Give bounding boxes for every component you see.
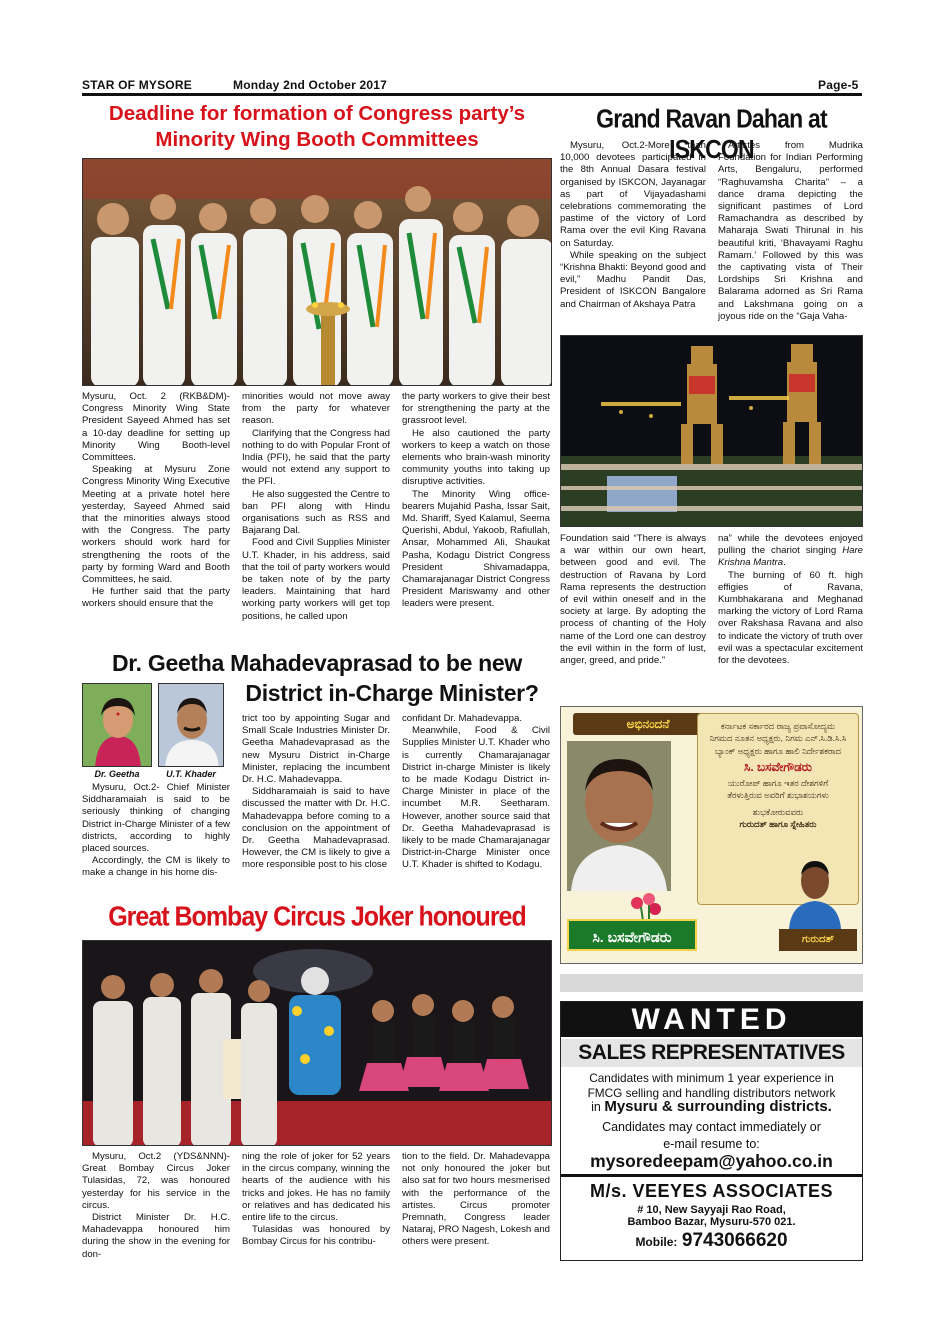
circus-column-2 [242, 1151, 390, 1249]
page-number: Page-5 [818, 78, 859, 92]
iskcon-column-3 [560, 533, 706, 667]
geetha-para: Meanwhile, Food & Civil Supplies Minister U.T. Khader who is currently Chamarajanagar District in-charge Minister is likely to be made Kodagu District in-Charge Minister in place of the incumbet M.R. Seetharam. However, another source said that Dr. Geetha Mahadevaprasad is likely to be made Chamarajanagar District-in-Charge Minister once U.T. Khader is shifted to Kodagu. [402, 725, 550, 871]
wanted-email[interactable]: mysoredeepam@yahoo.co.in [590, 1150, 833, 1171]
congress-para: He also suggested the Centre to ban PFI along with Hindu organisations such as RSS and Bajarang Dal. [242, 488, 390, 537]
newspaper-name: STAR OF MYSORE [82, 78, 192, 92]
iskcon-column-1 [560, 140, 706, 311]
circus-column-3 [402, 1151, 550, 1249]
congress-column-1 [82, 391, 230, 611]
circus-para: tion to the field. Dr. Mahadevappa not only honoured the joker but also sat for two hours mesmerised with the performance of the artistes. Circus promoter Premnath, Congress leader Nataraj, PRO Nagesh, Lokesh and others were present. [402, 1151, 550, 1248]
wanted-advertisement [560, 1001, 863, 1261]
iskcon-mantra: Hare Krishna Mantra [718, 545, 863, 569]
flower-bouquet-icon [625, 891, 665, 921]
wanted-mobile-number[interactable]: 9743066620 [681, 1230, 788, 1251]
congress-headline-line2: Minority Wing Booth Committees [155, 128, 479, 151]
greeting-sponsor-tag: ಗುರುದತ್ [779, 929, 857, 951]
iskcon-column-2 [718, 140, 863, 323]
iskcon-para: Mysuru, Oct.2-More than 10,000 devotees participated in the 8th Annual Dasara festival organised by ISKCON, Jayanagar as part of Vijayadashami celebrations commemorating the pastime of the victory of Lord Rama over the evil King Ravana on Saturday. [560, 140, 706, 249]
congress-column-3 [402, 391, 550, 611]
congress-headline [82, 101, 552, 153]
wanted-requirement: Candidates with minimum 1 year experience in [589, 1071, 834, 1085]
congress-para: the party workers to give their best for strengthening the party at the grassroot level. [402, 391, 550, 427]
geetha-column-2 [242, 713, 390, 872]
greeting-advertisement [560, 706, 863, 964]
ravan-effigies-image [561, 336, 863, 527]
wanted-address: Bamboo Bazar, Mysuru-570 021. [627, 1216, 796, 1228]
congress-para: Mysuru, Oct. 2 (RKB&DM)- Congress Minority Wing State President Sayeed Ahmed has set a 10-day deadline for setting up Minority Wing Booth-level Committees. [82, 391, 230, 464]
greeting-line: ತೆರಳುತ್ತಿರುವ ಅವರಿಗೆ ಶುಭಾಶಯಗಳು [727, 790, 829, 801]
circus-photo [82, 940, 552, 1146]
congress-meeting-image [83, 159, 552, 386]
ut-khader-photo [158, 683, 224, 767]
wanted-requirement: FMCG selling and handling distributors network [587, 1085, 836, 1100]
greeting-line: ನಿಗಮದ ನೂತನ ಅಧ್ಯಕ್ಷರು, ನಿಗಮ ಎನ್.ಸಿ.ಡಿ.ಸಿ.ಸಿ [709, 733, 847, 744]
header-rule [82, 93, 862, 96]
geetha-para: trict too by appointing Sugar and Small Scale Industries Minister Dr. Geetha Mahadevaprasad as the new Mysuru District in-Charge Minister, replacing the incumbent Dr. H.C. Mahadevappa. [242, 713, 390, 786]
greeting-name-tag: ಸಿ. ಬಸವೇಗೌಡರು [567, 919, 697, 951]
congress-column-2 [242, 391, 390, 623]
wanted-company: M/s. VEEYES ASSOCIATES [589, 1181, 834, 1201]
greeting-line: ಗುರುದತ್ ಹಾಗೂ ಸ್ನೇಹಿತರು [739, 819, 817, 830]
greeting-line: ಶುಭಕೋರುವವರು [752, 806, 804, 817]
grey-divider [560, 974, 863, 992]
issue-date: Monday 2nd October 2017 [233, 78, 387, 92]
khader-caption: U.T. Khader [166, 769, 216, 779]
iskcon-column-4 [718, 533, 863, 667]
congress-para: He also cautioned the party workers to keep a watch on those elements who brain-wash minority community youths into taking up disruptive activities. [402, 427, 550, 488]
circus-column-1 [82, 1151, 230, 1261]
gurudatt-portrait [787, 853, 843, 929]
congress-para: Food and Civil Supplies Minister U.T. Khader, in his address, said that the toil of party workers would be taken note of by the party leaders. Maintaining that hard working party workers will get top positions, he called upon [242, 537, 390, 622]
wanted-subtitle: SALES REPRESENTATIVES [561, 1039, 862, 1067]
wanted-rule [561, 1174, 862, 1177]
iskcon-para: While speaking on the subject “Krishna Bhakti: Beyond good and evil,” Madhu Pandit Das, President of ISKCON Bangalore and Chairman of Akshaya Patra [560, 249, 706, 310]
basavegowda-portrait [567, 741, 671, 891]
circus-para: ning the role of joker for 52 years in the circus company, winning the hearts of the audience with his tricks and jokes. He has no family or relatives and has dedicated his entire life to the circus. [242, 1151, 390, 1224]
dr-geetha-photo [82, 683, 152, 767]
dr-geetha-portrait [83, 684, 152, 767]
wanted-location: Mysuru & surrounding districts. [604, 1098, 832, 1115]
circus-para: District Minister Dr. H.C. Mahadevappa honoured him during the show in the evening for don- [82, 1212, 230, 1260]
iskcon-para: Foundation said “There is always a war within our own heart, between good and evil. The destruction of Ravana by Lord Rama represents the destruction of evil within oneself and in the society at large. By adopting the process of chanting of the Holy name of the Lord one can destroy the evil within in the form of lust, anger, greed, and pride.” [560, 533, 706, 667]
wanted-title: WANTED [561, 1002, 862, 1037]
congress-para: Speaking at Mysuru Zone Congress Minority Wing Executive Meeting at a private hotel here yesterday, Sayeed Ahmed said that the minorities always stood with the Congress. The party workers should work hard for strengthening the roots of the party by forming Ward and Booth Committees, he said. [82, 464, 230, 586]
congress-para: He further said that the party workers should ensure that the [82, 586, 230, 610]
congress-headline-line1: Deadline for formation of Congress party’s [108, 102, 526, 125]
geetha-caption: Dr. Geetha [94, 769, 140, 779]
ut-khader-portrait [159, 684, 224, 767]
geetha-headline-line1: Dr. Geetha Mahadevaprasad to be new [111, 650, 523, 676]
ravan-dahan-photo [560, 335, 863, 527]
geetha-para: confidant Dr. Mahadevappa. [402, 713, 523, 724]
circus-para: Mysuru, Oct.2 (YDS&NNN)- Great Bombay Circus Joker Tulasidas, 72, was honoured yesterday for his service in the circus. [82, 1151, 230, 1211]
iskcon-para: The burning of 60 ft. high effigies of Ravana, Kumbhakarana and Meghanad marking the victory of Lord Rama over Rakshasa Ravana and also to indicate the victory of truth over evil was a spectacular excitement for the devotees. [718, 569, 863, 667]
geetha-para: Accordingly, the CM is likely to make a change in his home dis- [82, 855, 230, 879]
circus-para: Tulasidas was honoured by Bombay Circus for his contribu- [242, 1224, 390, 1248]
circus-honour-image [83, 941, 552, 1146]
geetha-para: Siddharamaiah is said to have discussed the matter with Dr. H.C. Mahadevappa before coming to a conclusion on the appointment of Dr. Geetha Mahadevaprasad. However, the CM is likely to give a more responsible post to his close [242, 786, 390, 871]
congress-photo [82, 158, 552, 386]
greeting-line: ಕರ್ನಾಟಕ ಸರ್ಕಾರದ ರಾಜ್ಯ ಪ್ರವಾಸೋದ್ಯಮ [720, 721, 836, 731]
congress-para: The Minority Wing office-bearers Mujahid Pasha, Issar Sait, Md. Shariff, Syed Kalamul, Seema Querishi, Abdul, Yakoob, Rafiullah, Ansar, Mohammed Ali, Shaukat Pasha, Kodagu District Congress President Shivamadappa, Chamarajanagar District Congress President Mariswamy and other leaders were present. [402, 488, 550, 610]
greeting-line: ಯುರೋಪ್ ಹಾಗೂ ಇತರ ದೇಶಗಳಿಗೆ [727, 778, 829, 789]
wanted-address: # 10, New Sayyaji Rao Road, [637, 1204, 786, 1216]
congress-para: Clarifying that the Congress had nothing to do with Popular Front of India (PFI), he said that the party would not extend any support to the PFI. [242, 427, 390, 488]
geetha-headline-line2: District in-Charge Minister? [245, 680, 539, 706]
basavegowda-face [567, 741, 671, 891]
geetha-para: Mysuru, Oct.2- Chief Minister Siddharamaiah is said to be seriously thinking of changing District in-Charge Minister of a few districts, according to highly placed sources. [82, 782, 230, 855]
geetha-column-1 [82, 782, 230, 880]
iskcon-headline: Grand Ravan Dahan at ISKCON [596, 104, 827, 164]
greeting-honouree: ಸಿ. ಬಸವೇಗೌಡರು [744, 759, 812, 774]
wanted-text: in [591, 1100, 605, 1114]
wanted-mobile-label: Mobile: [635, 1235, 678, 1249]
iskcon-para: Artistes from Mudrika Foundation for Indian Performing Arts, Bengaluru, performed “Raghuvamsha Charita” – a dance drama depicting the significant pastimes of Lord Ramachandra as described by Maharaja Swati Thirunal in his beautiful kriti, ‘Bhavayami Raghu Ramam.’ Followed by this was the captivating vista of Their Lordships Sri Krishna and Balarama adorned as Sri Rama and Lakshmana going on a joyous ride on the “Gaja Vaha- [718, 140, 863, 322]
iskcon-text: . [783, 557, 786, 569]
circus-headline: Great Bombay Circus Joker honoured [108, 901, 526, 932]
greeting-banner: ಅಭಿನಂದನೆ [573, 713, 723, 735]
congress-para: minorities would not move away from the party for whatever reason. [242, 391, 390, 427]
wanted-contact-text: Candidates may contact immediately or [602, 1119, 821, 1134]
wanted-contact-text: e-mail resume to: [663, 1137, 760, 1151]
greeting-line: ಬ್ಯಾಂಕ್ ಅಧ್ಯಕ್ಷರು ಹಾಗೂ ಹಾಲಿ ನಿರ್ದೇಶಕರಾದ [715, 745, 841, 756]
geetha-column-3 [402, 713, 550, 872]
iskcon-text: na” while the devotees enjoyed pulling the chariot singing [718, 533, 863, 557]
